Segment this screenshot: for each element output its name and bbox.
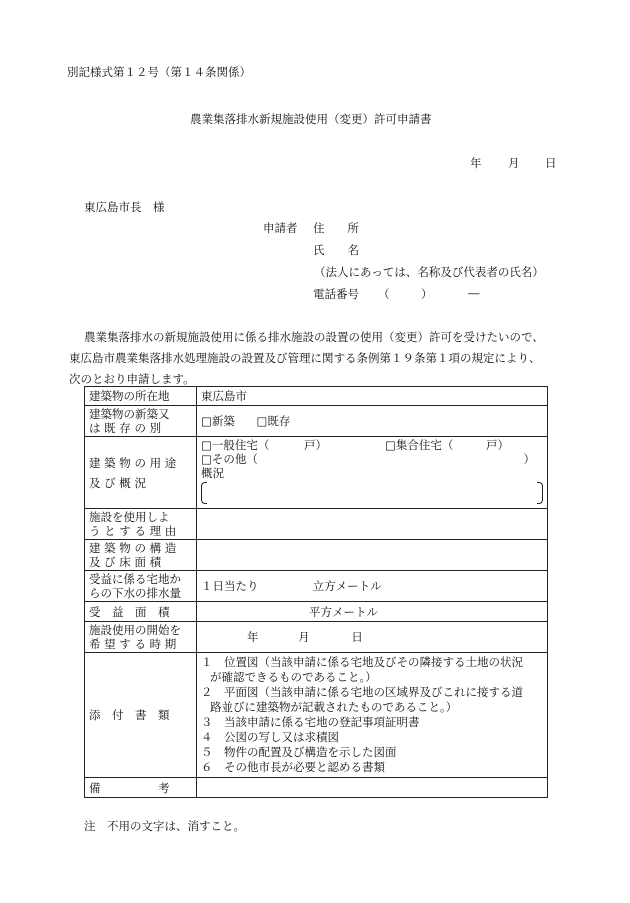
start-date-value[interactable]	[197, 622, 548, 653]
body-line-2: 東広島市農業集落排水処理施設の設置及び管理に関する条例第１９条第１項の規定により、	[69, 351, 541, 365]
date-day-label: 日	[545, 156, 557, 170]
date-month-label: 月	[508, 156, 520, 170]
attachment-item-2a: ２ 平面図（当該申請に係る宅地の区域界及びこれに接する道	[201, 685, 523, 699]
row-location	[85, 387, 548, 406]
usage-other-row	[201, 452, 543, 466]
attachment-item-2b: 路並びに建築物が記載されたものであること。）	[210, 700, 458, 714]
row-reason	[85, 509, 548, 540]
benefit-area-label: 受 益 面 積	[85, 602, 197, 622]
attachment-item-1b: が確認できるものであること。）	[210, 670, 377, 684]
start-day-label: 日	[351, 630, 363, 644]
start-month-label: 月	[298, 630, 310, 644]
attachment-item-3: ３ 当該申請に係る宅地の登記事項証明書	[201, 715, 420, 729]
remarks-value[interactable]	[197, 778, 548, 798]
page-title: 農業集落排水新規施設使用（変更）許可申請書	[190, 112, 432, 126]
usage-label-line-2: 及 び 概 況	[89, 475, 146, 490]
usage-cell	[197, 437, 548, 509]
addressee: 東広島市長 様	[84, 200, 165, 214]
drainage-label	[85, 571, 197, 602]
row-usage	[85, 437, 548, 509]
other-close-paren: ）	[523, 452, 535, 466]
row-new-or-existing	[85, 406, 548, 437]
usage-label	[85, 437, 197, 509]
attachment-item-6: ６ その他市長が必要と認める書類	[201, 760, 385, 774]
drainage-per-day: １日当たり	[201, 579, 259, 593]
attachments-label: 添 付 書 類	[85, 653, 197, 778]
structure-label	[85, 540, 197, 571]
row-structure	[85, 540, 548, 571]
drainage-value[interactable]	[197, 571, 548, 602]
remarks-label: 備 考	[85, 778, 197, 798]
start-date-label	[85, 622, 197, 653]
reason-label-line-2: う と す る 理 由	[89, 524, 177, 538]
application-form-table	[84, 386, 548, 798]
row-remarks	[85, 778, 548, 798]
new-or-existing-cell	[197, 406, 548, 437]
reason-label	[85, 509, 197, 540]
attachment-item-1a: １ 位置図（当該申請に係る宅地及びその隣接する土地の状況	[201, 655, 523, 669]
single-housing-group	[201, 438, 327, 452]
location-label: 建築物の所在地	[85, 387, 197, 406]
structure-label-line-2: 及 び 床 面 積	[89, 555, 162, 569]
new-or-existing-label-line-2: は 既 存 の 別	[89, 421, 162, 435]
checkbox-single-housing[interactable]: □一般住宅（	[201, 438, 270, 452]
phone-close-paren: ）	[421, 287, 433, 301]
checkbox-other[interactable]: □その他（	[201, 452, 258, 466]
single-housing-unit: 戸）	[304, 438, 327, 452]
overview-label: 概況	[201, 466, 224, 480]
row-attachments	[85, 653, 548, 778]
footer-note: 注 不用の文字は、消すこと。	[84, 819, 245, 833]
attachments-list	[197, 653, 548, 778]
usage-housing-row	[201, 438, 543, 452]
new-or-existing-label-line-1: 建築物の新築又	[89, 407, 170, 421]
benefit-area-unit: 平方メートル	[309, 604, 378, 619]
drainage-label-line-2: らの下水の排水量	[89, 586, 181, 600]
corporate-note: （法人にあっては、名称及び代表者の氏名）	[314, 265, 544, 279]
phone-open-paren: （	[378, 287, 390, 301]
checkbox-new[interactable]: □新築	[201, 414, 235, 428]
drainage-unit: 立方メートル	[312, 579, 382, 593]
date-year-label: 年	[470, 156, 482, 170]
reason-label-line-1: 施設を使用しよ	[89, 510, 170, 524]
multi-housing-unit: 戸）	[486, 438, 509, 452]
drainage-label-line-1: 受益に係る宅地か	[89, 572, 181, 586]
attachment-item-4: ４ 公図の写し又は求積図	[201, 730, 339, 744]
body-line-1: 農業集落排水の新規施設使用に係る排水施設の設置の使用（変更）許可を受けたいので、	[84, 330, 544, 344]
structure-label-line-1: 建 築 物 の 構 造	[89, 541, 177, 555]
checkbox-existing[interactable]: □既存	[256, 414, 291, 428]
start-date-label-line-2: 希 望 す る 時 期	[89, 637, 177, 651]
row-benefit-area	[85, 602, 548, 622]
multi-housing-group	[385, 438, 509, 452]
applicant-label: 申請者	[263, 221, 298, 235]
start-year-label: 年	[247, 630, 259, 644]
phone-dash: ―	[468, 286, 480, 300]
body-line-3: 次のとおり申請します。	[69, 372, 195, 386]
location-value[interactable]: 東広島市	[197, 387, 548, 406]
attachment-item-5: ５ 物件の配置及び構造を示した図面	[201, 745, 397, 759]
checkbox-multi-housing[interactable]: □集合住宅（	[385, 438, 454, 452]
name-label: 氏 名	[313, 243, 359, 257]
new-or-existing-label	[85, 406, 197, 437]
row-drainage	[85, 571, 548, 602]
address-label: 住 所	[313, 221, 359, 235]
usage-label-line-1: 建 築 物 の 用 途	[89, 455, 177, 470]
form-number: 別記様式第１２号（第１４条関係）	[67, 65, 251, 79]
structure-value[interactable]	[197, 540, 548, 571]
reason-value[interactable]	[197, 509, 548, 540]
phone-label: 電話番号	[313, 287, 359, 301]
benefit-area-value[interactable]	[197, 602, 548, 622]
row-start-date	[85, 622, 548, 653]
overview-input-box[interactable]	[201, 482, 543, 504]
start-date-label-line-1: 施設使用の開始を	[89, 623, 181, 637]
